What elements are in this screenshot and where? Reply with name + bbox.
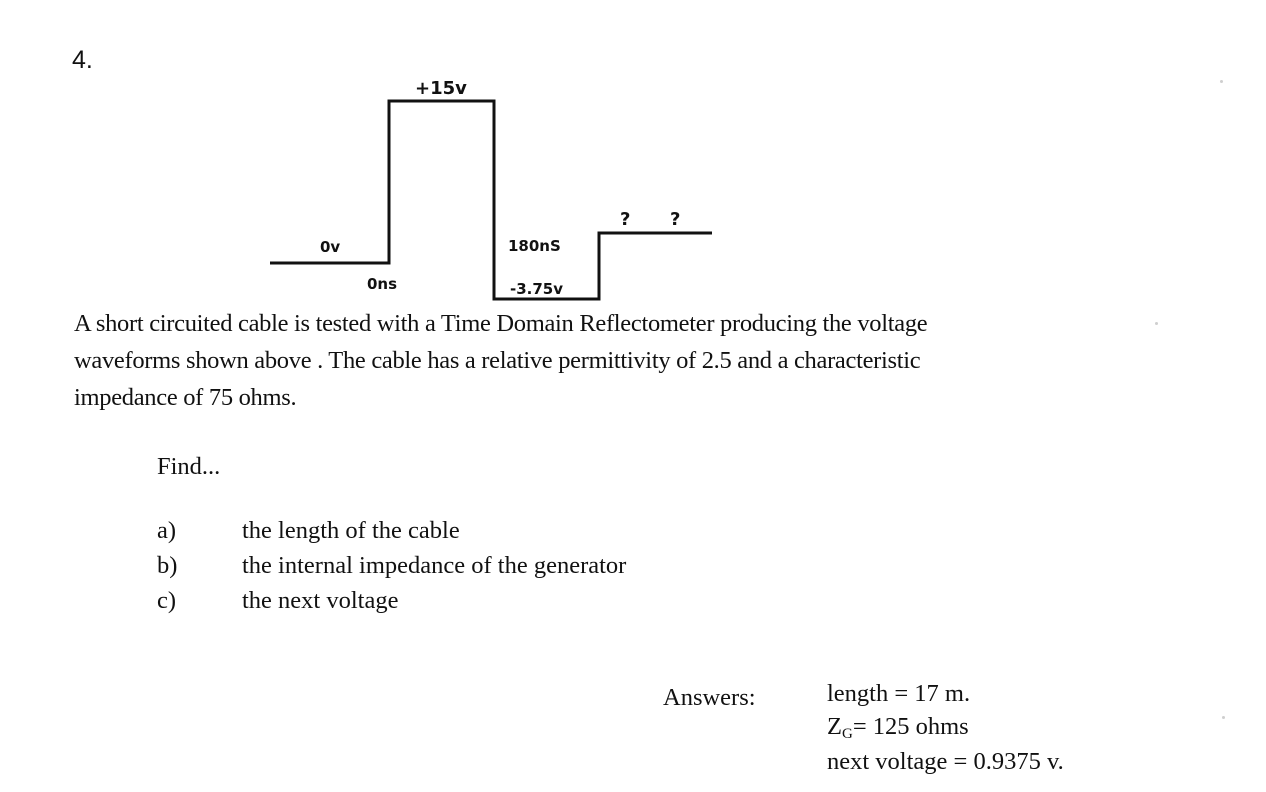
answer-generator-impedance — [827, 713, 969, 741]
waveform-trace — [270, 101, 712, 299]
scan-speck — [1155, 322, 1158, 325]
scan-speck — [1220, 80, 1223, 83]
find-label: Find... — [157, 453, 221, 480]
zg-subscript: G — [841, 726, 853, 742]
answer-length: length = 17 m. — [827, 680, 971, 707]
waveform-line — [270, 101, 712, 299]
tdr-waveform-diagram — [262, 70, 732, 310]
item-b-text: the internal impedance of the generator — [242, 552, 627, 579]
problem-line-1: A short circuited cable is tested with a Time Domain Reflectometer producing the voltage — [74, 310, 928, 337]
dip-voltage-label: -3.75v — [510, 280, 564, 298]
zg-value: = 125 ohms — [852, 713, 969, 740]
answer-next-voltage: next voltage = 0.9375 v. — [827, 748, 1064, 775]
peak-voltage-label: +15v — [415, 78, 467, 99]
item-a-text: the length of the cable — [242, 517, 460, 544]
start-time-label: 0ns — [367, 275, 398, 293]
item-a-letter: a) — [157, 517, 177, 544]
unknown-voltage-mark-1: ? — [620, 209, 631, 230]
unknown-voltage-mark-2: ? — [670, 209, 681, 230]
scan-speck — [1222, 716, 1225, 719]
item-b-letter: b) — [157, 552, 178, 579]
zg-symbol: Z — [827, 713, 842, 740]
baseline-voltage-label: 0v — [320, 238, 341, 256]
problem-line-3: impedance of 75 ohms. — [74, 384, 297, 411]
item-c-text: the next voltage — [242, 587, 399, 614]
problem-line-2: waveforms shown above . The cable has a relative permittivity of 2.5 and a characteristic — [74, 347, 921, 374]
reflection-time-label: 180nS — [508, 237, 561, 255]
item-c-letter: c) — [157, 587, 177, 614]
question-number: 4. — [72, 46, 93, 74]
answers-label: Answers: — [663, 684, 756, 711]
